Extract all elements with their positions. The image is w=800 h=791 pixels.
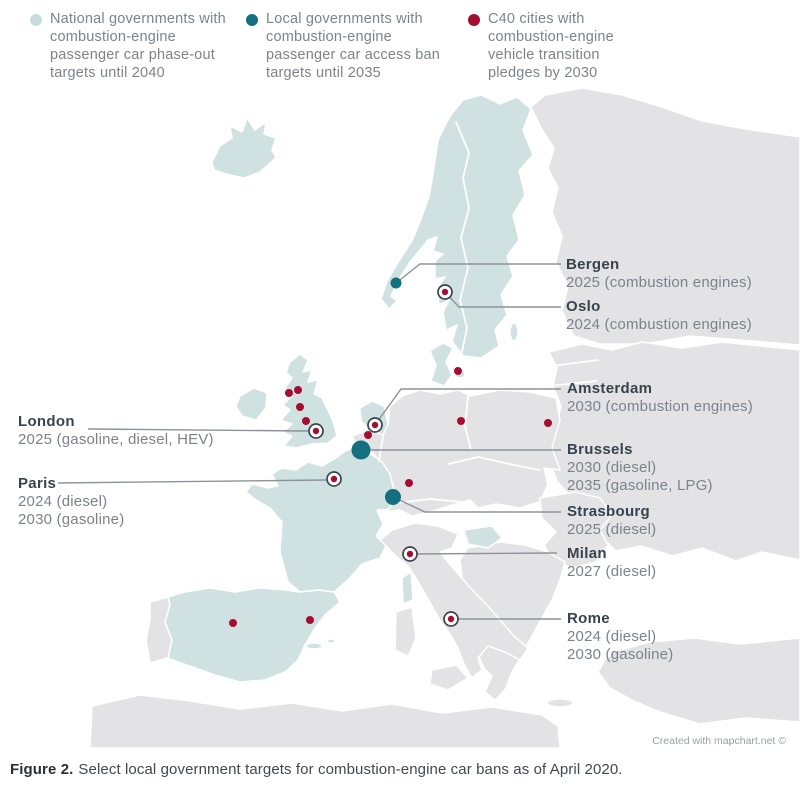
island-balearics [306,643,322,649]
local-target-legend-dot-icon [246,14,258,26]
city-target: 2030 (combustion engines) [567,398,753,415]
legend-label: National governments with combustion-engine passenger car phase-out targets until 2040 [50,11,226,81]
country-ireland [236,388,267,420]
figure-caption-text: Select local government targets for combustion-engine car bans as of April 2020. [78,761,623,778]
c40-city-dot [294,386,302,394]
country-iceland [212,118,276,178]
figure-caption [10,761,623,778]
paris-dot [327,472,341,486]
c40-city-dot [454,367,462,375]
legend-item-c40 [468,10,653,82]
map-attribution: Created with mapchart.net © [652,735,786,747]
city-target: 2027 (diesel) [567,563,657,580]
island-gotland [510,323,518,341]
city-label-london [18,412,214,449]
city-name: Rome [567,610,610,627]
legend-label: Local governments with combustion-engine passenger car access ban targets until 2035 [266,11,441,81]
city-target: 2030 (gasoline) [567,646,674,663]
strasbourg-dot [385,489,401,505]
island-balearics-small [327,639,335,643]
city-name: Amsterdam [567,380,653,397]
c40-city-dot [544,419,552,427]
island-crete [547,699,573,707]
region-north-africa [90,695,560,748]
legend-label: C40 cities with combustion-engine vehicle transition pledges by 2030 [488,11,614,81]
city-label-bergen [566,255,752,292]
c40-city-dot [364,431,372,439]
city-target: 2024 (combustion engines) [566,316,752,333]
city-target: 2025 (diesel) [567,521,657,538]
city-name: Milan [567,545,607,562]
legend-item-local [246,10,461,82]
city-target: 2035 (gasoline, LPG) [567,477,713,494]
country-sardinia [395,607,416,656]
city-label-oslo [566,297,752,334]
city-name: Paris [18,475,57,492]
city-name: London [18,413,75,430]
c40-city-dot [457,417,465,425]
city-name: Bergen [566,256,620,273]
island-corsica [402,572,413,604]
city-target: 2024 (diesel) [18,493,108,510]
c40-city-dot [285,389,293,397]
london-dot [309,424,323,438]
city-target: 2030 (diesel) [567,459,657,476]
bergen-dot [391,278,402,289]
country-denmark [430,343,453,386]
city-label-amsterdam [567,379,753,416]
national-target-legend-dot-icon [30,14,42,26]
milan-dot [403,547,417,561]
city-target: 2025 (combustion engines) [566,274,752,291]
c40-city-dot [302,417,310,425]
country-sicily [430,665,468,690]
oslo-dot [438,285,452,299]
country-norway-sweden [381,95,533,358]
city-label-milan [567,544,656,581]
c40-legend-dot-icon [468,14,480,26]
city-target: 2024 (diesel) [567,628,657,645]
leader-milan [410,553,557,554]
legend-item-national [30,10,240,82]
c40-city-dot [405,479,413,487]
city-target: 2030 (gasoline) [18,511,125,528]
country-france [246,448,396,592]
c40-city-dot [306,616,314,624]
city-target: 2025 (gasoline, diesel, HEV) [18,431,214,448]
brussels-dot [352,441,371,460]
figure-label: Figure 2. [10,761,74,778]
rome-dot [444,612,458,626]
city-label-paris [18,474,124,529]
c40-city-dot [229,619,237,627]
country-spain [165,588,340,682]
city-label-rome [567,609,673,664]
city-name: Strasbourg [567,503,651,520]
city-label-strasbourg [567,502,656,539]
amsterdam-dot [368,418,382,432]
city-label-brussels [567,440,713,495]
city-name: Brussels [567,441,633,458]
city-name: Oslo [566,298,601,315]
c40-city-dot [296,403,304,411]
